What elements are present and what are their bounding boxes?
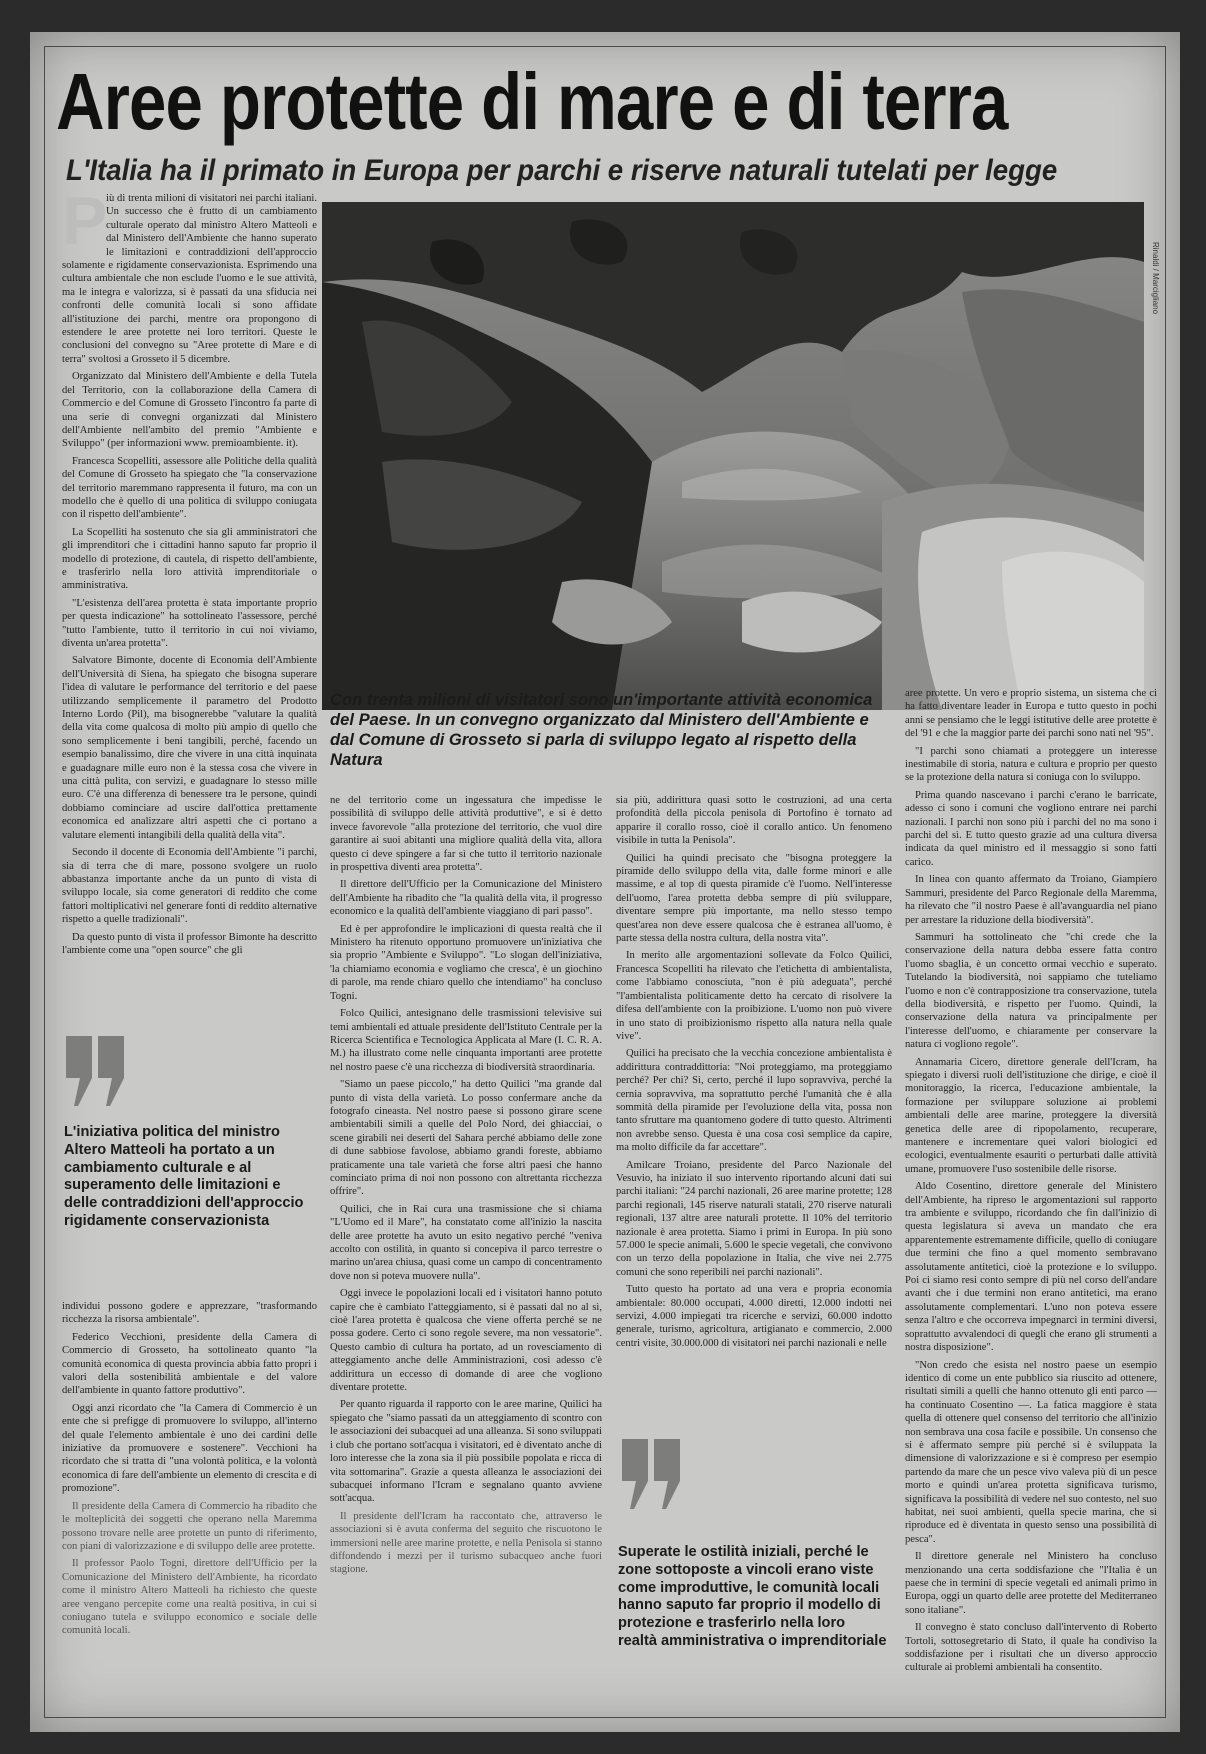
pull-quote-right: Superate le ostilità iniziali, perché le zone sottoposte a vincoli erano viste come improduttive, le comunità locali hanno saputo far proprio il modello di protezione e trasferirlo nella loro realtà amministrativa o imprenditoriale — [618, 1544, 887, 1649]
paragraph: Tutto questo ha portato ad una vera e propria economia ambientale: 80.000 occupati, 4.000 diretti, 12.000 indotti nei servizi, 4.000 impiegati tra ricerche e servizi, 60.000 indotto generale, turismo, agricoltura, artigianato e commercio, 2.000 centri visite, 30.000.000 di visitatori nei parchi nazionali e nelle — [616, 1284, 892, 1349]
paragraph: "Siamo un paese piccolo," ha detto Quilici "ma grande dal punto di vista della varietà. Lo posso confermare anche da fotografo cineasta. Nel nostro paese si possono girare scene ambientabili simili a quelle del Polo Nord, dei ghiacciai, o scene girabili nei deserti del Sahara perché abbiamo delle zone di dune sabbiose favolose, abbiamo grandi foreste, abbiamo praticamente una tale varietà che forse altri paesi che hanno cominciato prima di noi non possono con altrettanta ricchezza offrire". — [330, 1079, 602, 1198]
paragraph: Quilici, che in Rai cura una trasmissione che si chiama "L'Uomo ed il Mare", ha constatato come all'inizio la nascita delle aree protette ha avuto un esito negativo perché "veniva accolto con ostilità, in quanto si concepiva il parco terrestre o marino un'area chiusa, quasi come un campo di concentramento dove non si poteva muovere nulla". — [330, 1203, 602, 1282]
paragraph: Amilcare Troiano, presidente del Parco Nazionale del Vesuvio, ha iniziato il suo intervento riportando alcuni dati sui parchi italiani: "24 parchi nazionali, 26 aree marine protette; 128 parchi regionali, 145 riserve naturali statali, 270 riserve naturali regionali, 137 altre aree naturali protette. Il 10% del territorio nazionale è area protetta. Siamo i primi in Europa. In più sono 57.000 le specie animali, 5.600 le specie vegetali, che convivono con un terzo della popolazione in Italia, che vive nei 2.775 comuni che sono reperibili nei parchi nazionali". — [616, 1159, 892, 1278]
quote-mark-icon — [64, 1034, 128, 1108]
photo-credit: Rinaldi / Marcigliano — [1151, 242, 1160, 315]
paragraph: Il professor Paolo Togni, direttore dell'Ufficio per la Comunicazione del Ministero dell'Ambiente, ha ricordato come il ministro Altero Matteoli ha richiesto che queste aree vengano percepite come una realtà positiva, in cui si coniugano tutela e sviluppo economico e sociale delle comunità locali. — [62, 1558, 317, 1637]
article-column-1-continued — [62, 1300, 317, 1708]
paragraph: Annamaria Cicero, direttore generale dell'Icram, ha spiegato i diversi ruoli dell'istituzione che dirige, e cioè il monitoraggio, la ricerca, l'educazione ambientale, la formazione per sviluppare soluzione ai problemi ambientali delle aree marine, proteggere la diversità genetica delle aree di ripopolamento, recuperare, mantenere e incrementare quei valori biologici ed ecologici, eventualmente esauriti o perturbati dalle attività umane, promuovere l'uso sostenibile delle risorse. — [905, 1056, 1157, 1175]
paragraph: Francesca Scopelliti, assessore alle Politiche della qualità del Comune di Grosseto ha spiegato che "la conservazione del territorio maremmano rappresenta il futuro, ma con un modello che è quello di una politica di sviluppo coniugata con il rispetto dell'ambiente". — [62, 455, 317, 521]
paragraph: individui possono godere e apprezzare, "trasformando ricchezza la risorsa ambientale". — [62, 1301, 317, 1326]
paragraph: "I parchi sono chiamati a proteggere un interesse inestimabile di storia, natura e cultura e proprio per questo se la protezione della natura si coniuga con lo sviluppo. — [905, 745, 1157, 784]
dropcap-letter: P — [62, 192, 108, 259]
pull-quote-left: L'iniziativa politica del ministro Altero Matteoli ha portato a un cambiamento culturale e al superamento delle limitazioni e delle contraddizioni dell'approccio rigidamente conservazionista — [64, 1124, 304, 1229]
subheadline: L'Italia ha il primato in Europa per parchi e riserve naturali tutelati per legge — [66, 154, 1058, 187]
paragraph: Folco Quilici, antesignano delle trasmissioni televisive sui temi ambientali ed attuale presidente dell'Istituto Centrale per la Ricerca Scientifica e Tecnologica Applicata al Mare (I. C. R. A. M.) ha illustrato come nelle cinquanta importanti aree protette nel nostro paese c'è una ricchezza di biodiversità straordinaria. — [330, 1008, 602, 1073]
paragraph: sia più, addirittura quasi sotto le costruzioni, ad una certa profondità della piccola penisola di Portofino è tornato ad apparire il corallo rosso, cioè il corallo antico. Un fenomeno visibile in tutta la Penisola". — [616, 795, 892, 847]
article-column-3 — [616, 794, 892, 1384]
paragraph: Quilici ha quindi precisato che "bisogna proteggere la piramide dello sviluppo della vita, dalle forme minori e alle massime, e al top di questa piramide c'è l'uomo. Nell'interesse dell'uomo, l'area protetta debba sempre di più sviluppare, diventare sempre più importante, ma nello stesso tempo quest'area non deve essere qualcosa che è estranea all'uomo, è parte stessa della nostra cultura, della nostra vita". — [616, 852, 892, 945]
paragraph: Ed è per approfondire le implicazioni di questa realtà che il Ministero ha ritenuto opportuno promuovere un'iniziativa che sia proprio "Ambiente e Sviluppo". "Lo slogan dell'iniziativa, 'la chiamiamo economia e vogliamo che cresca', è un giochino di parole, ma rende chiaro quello che intendiamo" ha concluso Togni. — [330, 923, 602, 1002]
article-column-1 — [62, 192, 317, 1032]
paragraph: Il convegno è stato concluso dall'intervento di Roberto Tortoli, sottosegretario di Stato, il quale ha condiviso la soddisfazione per i risultati che un diverso approccio culturale ai problemi ambientali ha consentito. — [905, 1622, 1157, 1674]
newspaper-page — [30, 32, 1180, 1732]
paragraph: Sammuri ha sottolineato che "chi crede che la conservazione della natura debba essere fatta contro l'uomo sbaglia, è un concetto ormai vecchio e superato. Tutelando la biodiversità, noi sappiamo che tuteliamo l'uomo e non c'è contrapposizione tra conservazione, tutela della biodiversità, e rispetto per l'uomo. Quindi, la conservazione della natura va principalmente per l'interesse dell'uomo, e chiaramente per conservare la natura ci vogliono regole". — [905, 931, 1157, 1051]
article-column-2 — [330, 794, 602, 1714]
paragraph: La Scopelliti ha sostenuto che sia gli amministratori che gli imprenditori che i cittadini hanno saputo far proprio il modello di protezione, di cautela, di rispetto dell'ambiente, e trasferirlo nella loro attività imprenditoriale o amministrativa. — [62, 526, 317, 592]
paragraph: Per quanto riguarda il rapporto con le aree marine, Quilici ha spiegato che "siamo passati da un atteggiamento di scontro con le associazioni dei subacquei ad una alleanza. Si sono sviluppati i club che portano sott'acqua i visitatori, ed è diventato anche di loro interesse che la zona sia il più possibile popolata e ricca di vita sottomarina". Grazie a questa alleanza le associazioni dei subacquei informano l'Icram e segnalano quanto avviene sott'acqua. — [330, 1399, 602, 1505]
paragraph: Salvatore Bimonte, docente di Economia dell'Ambiente dell'Università di Siena, ha spiegato che bisogna superare l'idea di valutare le performance del territorio e del paese utilizzando semplicemente il parametro del Prodotto Interno Lordo (Pil), ma bisognerebbe "valutare la qualità della vita come qualcosa di molto più ampio di quello che sono semplicemente i beni tangibili, perché, facendo un esempio banalissimo, dire che vivere in una città inquinata e guadagnare mille euro non è la stessa cosa che vivere in una città pulita, con servizi, e guadagnare lo stesso mille euro. C'è una differenza di benessere tra le persone, quindi dobbiamo cominciare ad uscire dall'ottica prettamente economica ed analizzare altri aspetti che ci portano a valutare elementi intangibili della qualità della vita". — [62, 655, 317, 841]
paragraph: Il direttore dell'Ufficio per la Comunicazione del Ministero dell'Ambiente ha ribadito che "la qualità della vita, il progresso economico e la qualità dell'ambiente viaggiano di pari passo". — [330, 879, 602, 918]
paragraph: Il direttore generale nel Ministero ha concluso menzionando una certa soddisfazione che "l'Italia è un paese che in termini di specie vegetali ed animali primo in Europa, oggi un quarto delle aree protette del Mediterraneo sono italiane". — [905, 1551, 1157, 1616]
river-gorge-photo — [322, 202, 1144, 710]
paragraph: Quilici ha precisato che la vecchia concezione ambientalista è addirittura contraddittoria: "Noi proteggiamo, ma proteggiamo perché? Per chi? Sì, certo, perché il lupo sopravviva, perché la cernia sopravviva, ma soprattutto perché l'umanità che è alla sommità della piramide per l'evoluzione della vita, possa non tanto sfruttare ma quantomeno godere di tutto questo. Altrimenti non avrebbe senso. Questa è una cosa così semplice da capire, ma molto difficile da far accettare". — [616, 1048, 892, 1154]
paragraph: Secondo il docente di Economia dell'Ambiente "i parchi, sia di terra che di mare, possono svolgere un ruolo abbastanza importante anche da un punto di vista di sviluppo locale, sia come generatori di reddito che come fattori moltiplicativi nel generare fonti di reddito alternative rispetto a quelle tradizionali". — [62, 847, 317, 926]
article-column-4 — [905, 687, 1157, 1712]
quote-mark-icon — [620, 1437, 684, 1511]
paragraph: Da questo punto di vista il professor Bimonte ha descritto l'ambiente come una "open source" che gli — [62, 931, 317, 956]
paragraph: Federico Vecchioni, presidente della Camera di Commercio di Grosseto, ha sottolineato quanto "la comunità economica di questa provincia abbia fatto propri i valori della sostenibilità ambientale e del valore dell'ambiente in quanto fattore produttivo". — [62, 1331, 317, 1397]
paragraph: In linea con quanto affermato da Troiano, Giampiero Sammuri, presidente del Parco Regionale della Maremma, ha rilevato che "il nostro Paese è all'avanguardia nel piano per arrestare la riduzione della biodiversità". — [905, 874, 1157, 926]
paragraph: Organizzato dal Ministero dell'Ambiente e della Tutela del Territorio, con la collaborazione della Camera di Commercio e del Comune di Grosseto l'incontro fa parte di una serie di convegni organizzati dal Ministero dell'Ambiente nell'ambito del premio "Ambiente e Sviluppo" (per informazioni www. premioambiente. it). — [62, 371, 317, 450]
river-gorge-illustration — [322, 202, 1144, 710]
callout-text: Con trenta milioni di visitatori sono un'importante attività economica del Paese. In un convegno organizzato dal Ministero dell'Ambiente e dal Comune di Grosseto si parla di sviluppo legato al rispetto della Natura — [330, 690, 873, 769]
paragraph: Il presidente della Camera di Commercio ha ribadito che le molteplicità dei soggetti che operano nella Maremma possono trovare nelle aree protette un punto di riferimento, con piani di valorizzazione e di sviluppo delle aree protette. — [62, 1500, 317, 1552]
paragraph: Prima quando nascevano i parchi c'erano le barricate, adesso ci sono i comuni che vogliono entrare nei parchi nazionali. I parchi non sono più i parchi del no ma sono i parchi del sì. E tutto questo grazie ad una cultura diversa indicata da quel ministro ed il messaggio si sono fatti carico. — [905, 789, 1157, 868]
paragraph: Il presidente dell'Icram ha raccontato che, attraverso le associazioni si è avuta conferma del seguito che riscuotono le immersioni nelle aree marine protette, e nella Penisola si stanno diffondendo i mezzi per il turismo subacqueo anche fuori stagione. — [330, 1510, 602, 1576]
paragraph: Oggi anzi ricordato che "la Camera di Commercio è un ente che si prefigge di promuovere lo sviluppo, all'interno del quale l'elemento ambientale è uno dei cardini delle iniziative da promuovere e sostenere". Vecchioni ha ricordato che si tratta di "una volontà politica, e la volontà economica di fare dell'ambiente un elemento di crescita e di promozione". — [62, 1402, 317, 1495]
paragraph: iù di trenta milioni di visitatori nei parchi italiani. Un successo che è frutto di un cambiamento culturale operato dal ministro Altero Matteoli e dal Ministero dell'Ambiente che hanno superato le limitazioni e contraddizioni dell'approccio solamente e rigidamente conservazionista. Esprimendo una cultura ambientale che non esclude l'uomo e le sue attività, ma le integra e valorizza, si è passati da una sfiducia nei confronti delle comunità locali si sono affidate all'istituzione dei parchi, mentre ora propongono di estendere le aree protette nei loro territori. Queste le conclusioni del convegno su "Aree protette di Mare e di terra" svoltosi a Grosseto il 5 dicembre. — [62, 193, 317, 365]
paragraph: In merito alle argomentazioni sollevate da Folco Quilici, Francesca Scopelliti ha rilevato che l'etichetta di ambientalista, come l'abbiamo conosciuta, "non è più adeguata", perché "l'ambientalista politicamente detto ha cercato di risolvere la difesa dell'ambiente con la proibizione. L'uomo non può vivere in uno stato di proibizionismo rispetto alla natura nella quale vive". — [616, 950, 892, 1042]
paragraph: Aldo Cosentino, direttore generale del Ministero dell'Ambiente, ha ripreso le argomentazioni sul rapporto tra ambiente e sviluppo, ricordando che fin dall'inizio di questa legislatura si aveva un mandato che era apparentemente estremamente difficile, quello di coniugare due termini che fino a quel momento sembravano assolutamente antitetici, cioè la protezione e lo sviluppo. Poi ci siamo resi conto sempre di più nel corso dell'andare avanti che i due termini non erano antitetici, ma erano assolutamente complementari. L'uno non poteva essere senza l'altro e che occorreva impegnarci in termini diversi, soprattutto avvalendoci di quegli che erano gli strumenti a nostra disposizione". — [905, 1181, 1157, 1354]
paragraph: "Non credo che esista nel nostro paese un esempio identico di come un ente pubblico sia riuscito ad ottenere, risultati simili a quelli che hanno ottenuto gli enti parco — ha continuato Cosentino —. La fatica maggiore è stata quella di ottenere quel consenso del territorio che all'inizio non sembrava una cosa facile e possibile. Un consenso che si è affermato sempre più perché si è sviluppata la dimensione di valorizzazione e si è compreso per esempio partendo da mare che un pesce vivo valeva più di un pesce morto e quindi un'area protetta significava turismo, significava la possibilità di vedere nel suo contesto, nel suo habitat, nei suoi ambienti, quella specie marina, che si riproduce ed è diventata in questo senso una possibilità di pesca". — [905, 1359, 1157, 1545]
paragraph: ne del territorio come un ingessatura che impedisse le possibilità di sviluppo delle attività produttive", e si è detto invece favorevole "alla protezione del territorio, che vuol dire garantire ai suoi abitanti una migliore qualità della vita, allora questo ci deve spingere a far sì che tutto il territorio nazionale in prospettiva diventi area protetta". — [330, 795, 602, 874]
paragraph: Oggi invece le popolazioni locali ed i visitatori hanno potuto capire che è cambiato l'atteggiamento, si è passati dal no al sì, cioè l'area protetta è qualcosa che viene offerta perché se ne possa godere. Certo ci sono regole severe, ma non vessatorie". Questo cambio di cultura ha portato, ad un rovesciamento di atteggiamento anche delle Amministrazioni, così adesso c'è addirittura un eccesso di domande di aree che vogliono diventare protette. — [330, 1288, 602, 1394]
paragraph: aree protette. Un vero e proprio sistema, un sistema che ci ha fatto diventare leader in Europa e tutto questo in pochi anni se pensiamo che le leggi istitutive delle aree protette è del '91 e che la maggior parte dei parchi sono nati nel '95". — [905, 688, 1157, 740]
headline: Aree protette di mare e di terra — [56, 57, 1008, 146]
paragraph: "L'esistenza dell'area protetta è stata importante proprio per questa indicazione" ha sottolineato l'assessore, perché "tutto l'ambiente, tutto il territorio in cui noi viviamo, diventa un'area protetta". — [62, 597, 317, 649]
